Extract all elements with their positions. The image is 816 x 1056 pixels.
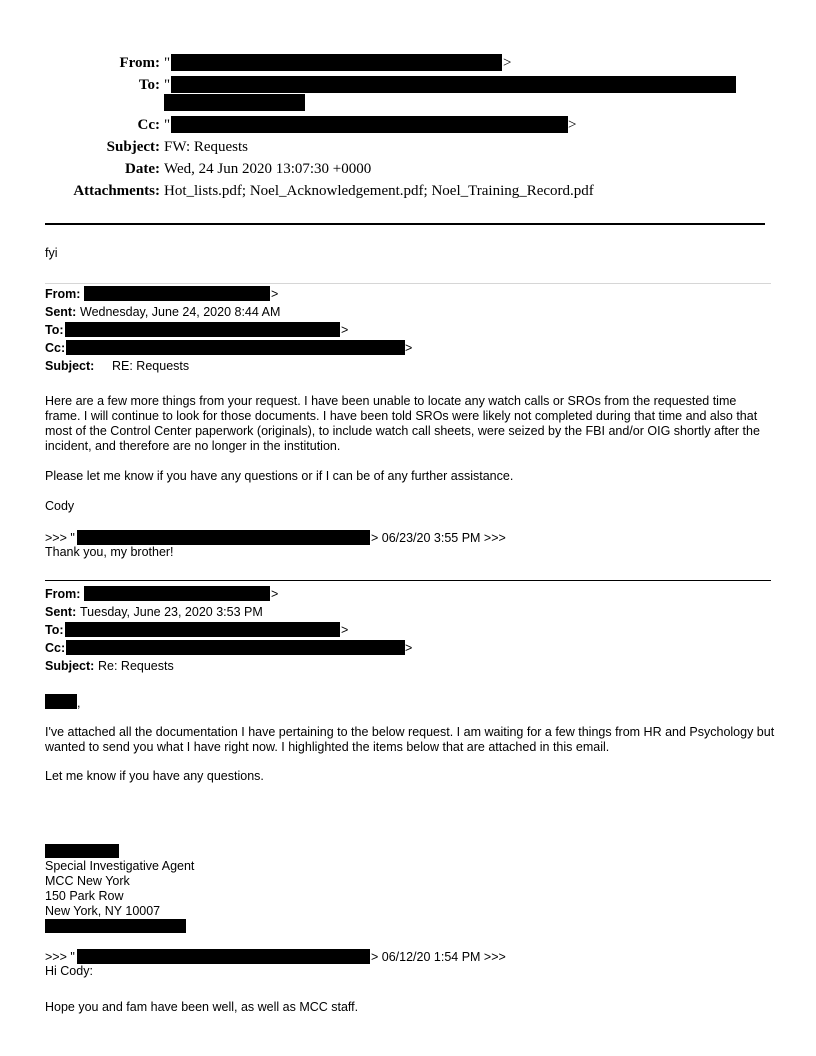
attachments-label: Attachments:	[73, 183, 160, 199]
email2-quote-suffix: > 06/12/20 1:54 PM >>>	[371, 950, 506, 964]
redaction-block	[171, 54, 502, 71]
redaction-block	[84, 586, 270, 601]
email1-to-angle: >	[341, 323, 349, 337]
email2-to-label: To:	[45, 623, 64, 637]
email1-quote-text: Thank you, my brother!	[45, 545, 174, 559]
email2-sent-label: Sent:	[45, 605, 77, 619]
email1-paragraph-2: Please let me know if you have any questions or if I can be of any further assistance.	[45, 469, 514, 483]
redaction-block	[77, 530, 370, 545]
email2-from-angle: >	[271, 587, 279, 601]
email2-quote-greeting: Hi Cody:	[45, 964, 93, 978]
from-angle: >	[503, 55, 512, 71]
signature-city: New York, NY 10007	[45, 904, 161, 918]
email1-cc-label: Cc:	[45, 341, 66, 355]
email1-sent-label: Sent:	[45, 305, 77, 319]
signature-street: 150 Park Row	[45, 889, 124, 903]
signature-title: Special Investigative Agent	[45, 859, 195, 873]
email2-from-label: From:	[45, 587, 81, 601]
to-quote: "	[164, 77, 171, 93]
redaction-block	[45, 844, 119, 858]
email1-from-label: From:	[45, 287, 81, 301]
email2-sent-value: Tuesday, June 23, 2020 3:53 PM	[80, 605, 263, 619]
subject-label: Subject:	[106, 139, 160, 155]
email1-quote-prefix: >>> "	[45, 531, 75, 545]
attachments-value[interactable]: Hot_lists.pdf; Noel_Acknowledgement.pdf; Noel_Training_Record.pdf	[164, 183, 594, 199]
email2-subject-value: Re: Requests	[98, 659, 174, 673]
email2-greeting-comma: ,	[77, 696, 81, 710]
email2-paragraph-2: Let me know if you have any questions.	[45, 769, 264, 783]
email2-quote-body: Hope you and fam have been well, as well as MCC staff.	[45, 1000, 359, 1014]
redaction-block	[171, 116, 568, 133]
email2-subject-label: Subject:	[45, 659, 95, 673]
cc-angle: >	[568, 117, 577, 133]
body-intro: fyi	[45, 246, 58, 260]
redaction-block	[84, 286, 270, 301]
from-label: From:	[119, 55, 160, 71]
email2-to-angle: >	[341, 623, 349, 637]
email1-quote-suffix: > 06/23/20 3:55 PM >>>	[371, 531, 506, 545]
redaction-block	[65, 322, 340, 337]
email1-from-angle: >	[271, 287, 279, 301]
date-value: Wed, 24 Jun 2020 13:07:30 +0000	[164, 161, 372, 177]
redaction-block	[45, 694, 77, 709]
email2-paragraph-1: I've attached all the documentation I have pertaining to the below request. I am waiting for a few things from HR and Psychology but wanted to send you what I have right now. I highlighted the items below that are attached in this email.	[45, 725, 775, 754]
cc-quote: "	[164, 117, 171, 133]
redaction-block	[45, 919, 186, 933]
email1-signoff: Cody	[45, 499, 75, 513]
redaction-block	[171, 76, 736, 93]
to-label: To:	[138, 77, 160, 93]
email1-cc-angle: >	[405, 341, 413, 355]
email2-cc-angle: >	[405, 641, 413, 655]
email1-sent-value: Wednesday, June 24, 2020 8:44 AM	[80, 305, 281, 319]
redaction-block	[66, 640, 405, 655]
email1-to-label: To:	[45, 323, 64, 337]
subject-value: FW: Requests	[164, 139, 249, 155]
cc-label: Cc:	[137, 117, 160, 133]
date-label: Date:	[125, 161, 160, 177]
email2-quote-prefix: >>> "	[45, 950, 75, 964]
redaction-block	[65, 622, 340, 637]
email1-paragraph-1: Here are a few more things from your request. I have been unable to locate any watch calls or SROs from the requested time frame. I will continue to look for those documents. I have been told SROs were likely not completed during that time and also that most of the Control Center paperwork (originals), to include watch call sheets, were seized by the FBI and/or OIG shortly after the incident, and therefore are no longer in the institution.	[45, 394, 760, 453]
header-divider	[45, 223, 765, 225]
section-divider	[45, 283, 771, 284]
redaction-block	[66, 340, 405, 355]
redaction-block	[77, 949, 370, 964]
from-quote: "	[164, 55, 171, 71]
email1-subject-label: Subject:	[45, 359, 95, 373]
signature-org: MCC New York	[45, 874, 130, 888]
redaction-block	[164, 94, 305, 111]
email2-cc-label: Cc:	[45, 641, 66, 655]
section-divider	[45, 580, 771, 581]
email1-subject-value: RE: Requests	[112, 359, 190, 373]
